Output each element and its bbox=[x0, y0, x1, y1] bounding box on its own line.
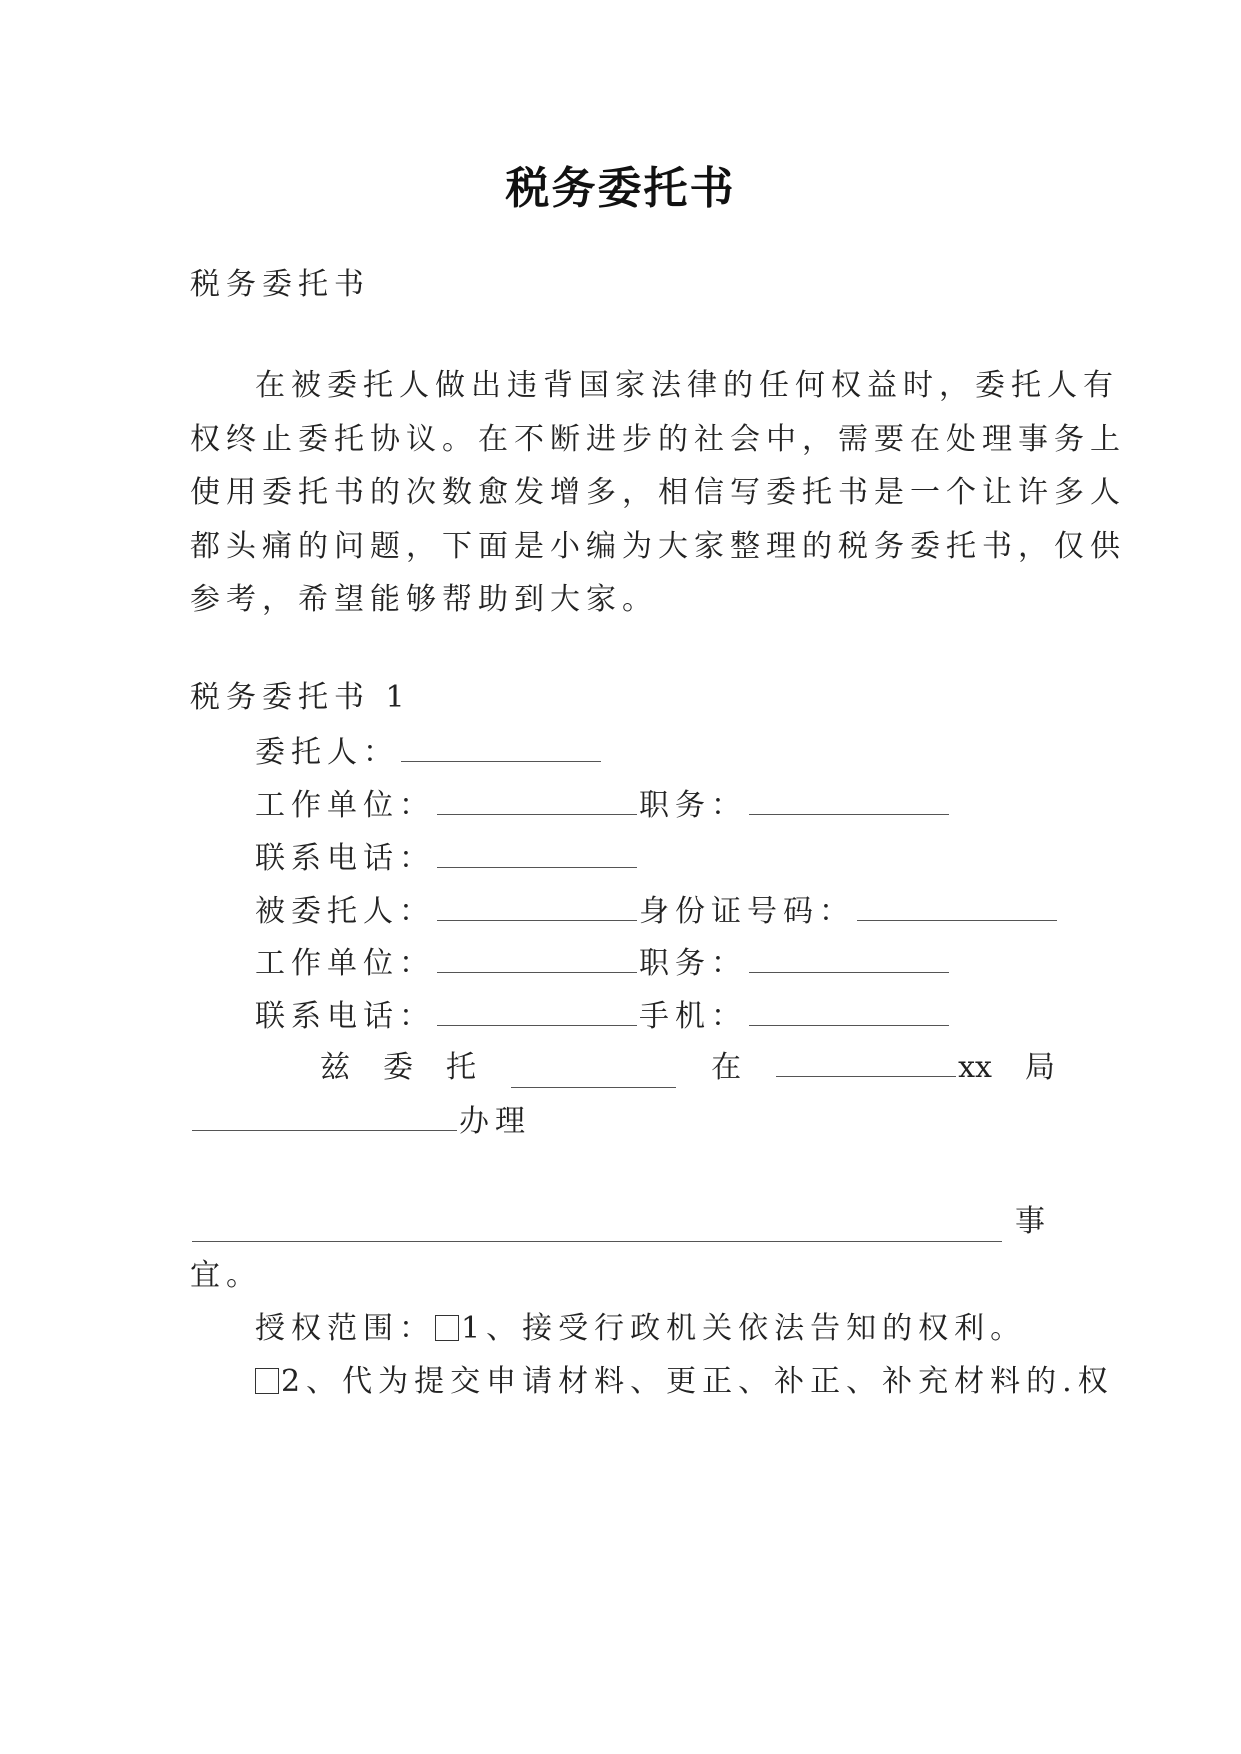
entrust-word-1: 兹 bbox=[320, 1050, 350, 1085]
bureau-group bbox=[774, 1046, 992, 1088]
matter-label: 事 bbox=[1015, 1204, 1045, 1239]
position-label: 职务： bbox=[639, 788, 747, 823]
intro-line-4: 都头痛的问题，下面是小编为大家整理的税务委托书，仅供 bbox=[190, 529, 1126, 564]
client-label: 委托人： bbox=[255, 735, 399, 770]
entrust-blank-2 bbox=[776, 1046, 956, 1077]
agent-label: 被委托人： bbox=[255, 894, 435, 929]
entrust-at: 在 bbox=[711, 1050, 742, 1085]
matter-end: 宜。 bbox=[190, 1258, 262, 1293]
agent-blank bbox=[437, 890, 637, 921]
entrust-blank-1 bbox=[511, 1057, 676, 1088]
position-2-label: 职务： bbox=[639, 946, 747, 981]
entrust-word-3: 托 bbox=[446, 1050, 477, 1085]
phone-label: 联系电话： bbox=[255, 841, 435, 876]
scope-item-1: 1、接受行政机关依法告知的权利。 bbox=[461, 1311, 1027, 1346]
matter-row bbox=[190, 1202, 1045, 1242]
scope-item-2: 2、代为提交申请材料、更正、补正、补充材料的.权 bbox=[281, 1364, 1114, 1399]
position-blank bbox=[749, 784, 949, 815]
entrust-row bbox=[320, 1046, 1055, 1088]
intro-line-2: 权终止委托协议。在不断进步的社会中，需要在处理事务上 bbox=[190, 422, 1126, 457]
section1-heading: 税务委托书 1 bbox=[190, 680, 411, 715]
handle-row bbox=[190, 1100, 531, 1142]
agent-row bbox=[255, 890, 1059, 932]
work-unit-label: 工作单位： bbox=[255, 788, 435, 823]
phone-2-blank bbox=[437, 995, 637, 1026]
client-row bbox=[255, 731, 603, 773]
checkbox-2[interactable] bbox=[255, 1368, 279, 1394]
intro-line-5: 参考，希望能够帮助到大家。 bbox=[190, 582, 658, 617]
matter-blank bbox=[192, 1211, 1002, 1242]
id-number-blank bbox=[857, 890, 1057, 921]
id-number-label: 身份证号码： bbox=[639, 894, 855, 929]
work-unit-2-blank bbox=[437, 942, 637, 973]
document-title: 税务委托书 bbox=[505, 163, 736, 214]
work-unit-row bbox=[255, 784, 951, 826]
position-2-blank bbox=[749, 942, 949, 973]
intro-line-1: 在被委托人做出违背国家法律的任何权益时，委托人有 bbox=[255, 368, 1119, 403]
work-unit-blank bbox=[437, 784, 637, 815]
bureau-label: 局 bbox=[1024, 1050, 1055, 1085]
scope-row-1 bbox=[255, 1309, 1026, 1349]
handle-label: 办理 bbox=[459, 1104, 531, 1139]
intro-line-3: 使用委托书的次数愈发增多，相信写委托书是一个让许多人 bbox=[190, 475, 1126, 510]
phone-blank bbox=[437, 837, 637, 868]
handle-blank bbox=[192, 1100, 457, 1131]
subheading: 税务委托书 bbox=[190, 267, 370, 302]
phone-2-label: 联系电话： bbox=[255, 999, 435, 1034]
mobile-label: 手机： bbox=[639, 999, 747, 1034]
checkbox-1[interactable] bbox=[435, 1315, 459, 1341]
scope-row-2 bbox=[255, 1362, 1114, 1402]
client-blank bbox=[401, 731, 601, 762]
scope-label: 授权范围： bbox=[255, 1311, 435, 1346]
mobile-blank bbox=[749, 995, 949, 1026]
entrust-word-2: 委 bbox=[383, 1050, 414, 1085]
work-unit-2-label: 工作单位： bbox=[255, 946, 435, 981]
bureau-prefix: xx bbox=[958, 1050, 992, 1085]
phone-row bbox=[255, 837, 639, 879]
phone-2-row bbox=[255, 995, 951, 1037]
work-unit-2-row bbox=[255, 942, 951, 984]
